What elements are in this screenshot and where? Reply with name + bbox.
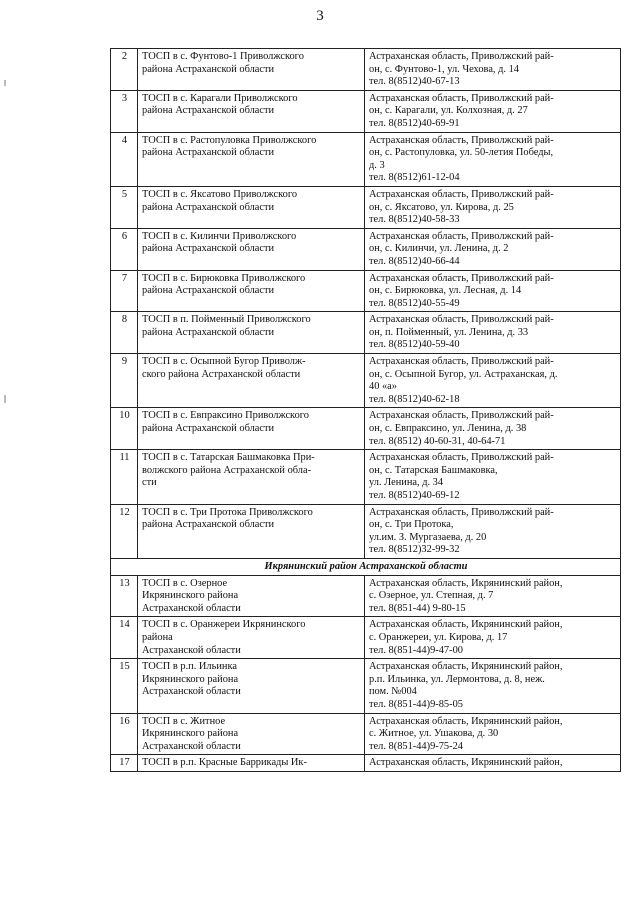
- office-name-line: ТОСП в с. Осыпной Бугор Приволж-: [142, 356, 306, 368]
- address-line: Астраханская область, Приволжский рай-: [369, 188, 554, 200]
- address-line: Астраханская область, Приволжский рай-: [369, 506, 554, 518]
- address-line: Астраханская область, Приволжский рай-: [369, 356, 554, 368]
- office-name-line: района Астраханской области: [142, 285, 275, 297]
- address-line: Астраханская область, Икрянинский район,: [369, 577, 563, 589]
- margin-scan-mark: [4, 395, 6, 403]
- office-name-line: Икрянинского района: [142, 590, 239, 602]
- address-line: Астраханская область, Приволжский рай-: [369, 230, 554, 242]
- address-line: с. Озерное, ул. Степная, д. 7: [369, 590, 494, 602]
- address-line: он, с. Бирюковка, ул. Лесная, д. 14: [369, 285, 522, 297]
- office-name-cell: [138, 659, 365, 713]
- address-line: пом. №004: [369, 686, 417, 698]
- office-name-line: ТОСП в п. Пойменный Приволжского: [142, 314, 311, 326]
- address-cell: [365, 617, 621, 659]
- row-number: 2: [111, 49, 138, 91]
- address-cell: [365, 408, 621, 450]
- address-cell: [365, 132, 621, 186]
- address-line: тел. 8(8512)40-62-18: [369, 393, 460, 405]
- address-line: тел. 8(851-44)9-47-00: [369, 644, 463, 656]
- address-cell: [365, 755, 621, 772]
- row-number: 16: [111, 713, 138, 755]
- table-row: [111, 90, 621, 132]
- address-cell: [365, 354, 621, 408]
- office-name-cell: [138, 270, 365, 312]
- address-line: тел. 8(8512)40-66-44: [369, 255, 460, 267]
- office-name-line: района Астраханской области: [142, 147, 275, 159]
- office-name-line: сти: [142, 477, 157, 489]
- address-line: Астраханская область, Приволжский рай-: [369, 452, 554, 464]
- address-line: он, с. Растопуловка, ул. 50-летия Победы,: [369, 147, 554, 159]
- table-row: [111, 312, 621, 354]
- address-cell: [365, 270, 621, 312]
- office-name-cell: [138, 90, 365, 132]
- address-line: тел. 8(851-44) 9-80-15: [369, 602, 466, 614]
- address-line: тел. 8(8512)40-58-33: [369, 214, 460, 226]
- address-line: Астраханская область, Приволжский рай-: [369, 51, 554, 62]
- office-name-cell: [138, 49, 365, 91]
- office-name-line: ТОСП в с. Карагали Приволжского: [142, 92, 298, 104]
- office-name-line: района Астраханской области: [142, 63, 275, 75]
- office-name-cell: [138, 713, 365, 755]
- region-header: Икрянинский район Астраханской области: [111, 558, 621, 575]
- address-line: Астраханская область, Икрянинский район,: [369, 757, 563, 769]
- address-line: он, с. Яксатово, ул. Кирова, д. 25: [369, 201, 514, 213]
- office-name-line: ТОСП в с. Фунтово-1 Приволжского: [142, 51, 304, 62]
- address-cell: [365, 90, 621, 132]
- registry-table-body: [111, 49, 621, 772]
- table-row: [111, 755, 621, 772]
- row-number: 9: [111, 354, 138, 408]
- address-line: он, с. Осыпной Бугор, ул. Астраханская, д.: [369, 368, 558, 380]
- office-name-cell: [138, 228, 365, 270]
- address-cell: [365, 713, 621, 755]
- office-name-line: Икрянинского района: [142, 728, 239, 740]
- office-name-line: Икрянинского района: [142, 673, 239, 685]
- office-name-line: ТОСП в с. Килинчи Приволжского: [142, 230, 297, 242]
- table-row: [111, 354, 621, 408]
- address-line: тел. 8(8512)61-12-04: [369, 172, 460, 184]
- office-name-line: Астраханской области: [142, 686, 241, 698]
- row-number: 10: [111, 408, 138, 450]
- address-cell: [365, 228, 621, 270]
- row-number: 15: [111, 659, 138, 713]
- address-line: тел. 8(8512)32-99-32: [369, 544, 460, 556]
- office-name-line: района Астраханской области: [142, 423, 275, 435]
- row-number: 4: [111, 132, 138, 186]
- office-name-cell: [138, 575, 365, 617]
- address-cell: [365, 450, 621, 504]
- address-line: тел. 8(8512)40-59-40: [369, 339, 460, 351]
- address-line: тел. 8(8512)40-69-91: [369, 117, 460, 129]
- office-name-line: Астраханской области: [142, 740, 241, 752]
- address-line: Астраханская область, Икрянинский район,: [369, 661, 563, 673]
- registry-table: [110, 48, 621, 772]
- address-line: Астраханская область, Икрянинский район,: [369, 715, 563, 727]
- office-name-cell: [138, 450, 365, 504]
- address-line: он, с. Фунтово-1, ул. Чехова, д. 14: [369, 63, 519, 75]
- office-name-cell: [138, 354, 365, 408]
- table-row: [111, 504, 621, 558]
- address-cell: [365, 186, 621, 228]
- region-header-row: [111, 558, 621, 575]
- office-name-cell: [138, 617, 365, 659]
- office-name-line: Астраханской области: [142, 644, 241, 656]
- address-line: он, с. Евпраксино, ул. Ленина, д. 38: [369, 423, 527, 435]
- office-name-line: ТОСП в с. Житное: [142, 715, 226, 727]
- office-name-line: района Астраханской области: [142, 519, 275, 531]
- office-name-line: района Астраханской области: [142, 105, 275, 117]
- address-line: тел. 8(8512) 40-60-31, 40-64-71: [369, 435, 506, 447]
- address-line: тел. 8(851-44)9-85-05: [369, 698, 463, 710]
- address-line: 40 «а»: [369, 381, 397, 393]
- office-name-cell: [138, 312, 365, 354]
- row-number: 13: [111, 575, 138, 617]
- address-cell: [365, 49, 621, 91]
- address-line: он, с. Татарская Башмаковка,: [369, 464, 498, 476]
- row-number: 6: [111, 228, 138, 270]
- office-name-line: ТОСП в р.п. Красные Баррикады Ик-: [142, 757, 307, 769]
- office-name-line: ТОСП в с. Евпраксино Приволжского: [142, 410, 309, 422]
- row-number: 17: [111, 755, 138, 772]
- table-row: [111, 408, 621, 450]
- row-number: 3: [111, 90, 138, 132]
- table-row: [111, 659, 621, 713]
- address-line: он, с. Килинчи, ул. Ленина, д. 2: [369, 243, 509, 255]
- row-number: 11: [111, 450, 138, 504]
- office-name-line: района Астраханской области: [142, 243, 275, 255]
- office-name-line: волжского района Астраханской обла-: [142, 464, 312, 476]
- address-line: с. Оранжереи, ул. Кирова, д. 17: [369, 631, 508, 643]
- address-line: ул.им. З. Мургазаева, д. 20: [369, 531, 487, 543]
- address-line: он, с. Карагали, ул. Колхозная, д. 27: [369, 105, 528, 117]
- address-cell: [365, 575, 621, 617]
- office-name-line: Астраханской области: [142, 602, 241, 614]
- address-line: Астраханская область, Приволжский рай-: [369, 272, 554, 284]
- address-line: Астраханская область, Приволжский рай-: [369, 92, 554, 104]
- office-name-cell: [138, 504, 365, 558]
- address-line: Астраханская область, Приволжский рай-: [369, 134, 554, 146]
- table-row: [111, 450, 621, 504]
- office-name-cell: [138, 132, 365, 186]
- address-line: он, с. Три Протока,: [369, 519, 454, 531]
- office-name-line: ского района Астраханской области: [142, 368, 301, 380]
- address-line: Астраханская область, Икрянинский район,: [369, 619, 563, 631]
- address-line: он, п. Пойменный, ул. Ленина, д. 33: [369, 326, 529, 338]
- table-row: [111, 713, 621, 755]
- address-cell: [365, 659, 621, 713]
- office-name-line: ТОСП в с. Татарская Башмаковка При-: [142, 452, 315, 464]
- address-line: тел. 8(8512)40-55-49: [369, 297, 460, 309]
- office-name-cell: [138, 186, 365, 228]
- address-line: Астраханская область, Приволжский рай-: [369, 410, 554, 422]
- office-name-line: района Астраханской области: [142, 326, 275, 338]
- row-number: 5: [111, 186, 138, 228]
- address-line: ул. Ленина, д. 34: [369, 477, 444, 489]
- row-number: 8: [111, 312, 138, 354]
- office-name-line: района: [142, 631, 173, 643]
- address-cell: [365, 504, 621, 558]
- office-name-line: ТОСП в с. Озерное: [142, 577, 228, 589]
- table-row: [111, 617, 621, 659]
- address-line: тел. 8(851-44)9-75-24: [369, 740, 463, 752]
- office-name-line: района Астраханской области: [142, 201, 275, 213]
- office-name-line: ТОСП в с. Бирюковка Приволжского: [142, 272, 306, 284]
- office-name-line: ТОСП в р.п. Ильинка: [142, 661, 237, 673]
- page-number: 3: [316, 8, 324, 24]
- address-line: тел. 8(8512)40-67-13: [369, 76, 460, 88]
- address-line: р.п. Ильинка, ул. Лермонтова, д. 8, неж.: [369, 673, 545, 685]
- address-line: д. 3: [369, 159, 385, 171]
- office-name-cell: [138, 408, 365, 450]
- office-name-line: ТОСП в с. Яксатово Приволжского: [142, 188, 298, 200]
- table-row: [111, 270, 621, 312]
- address-line: с. Житное, ул. Ушакова, д. 30: [369, 728, 499, 740]
- row-number: 14: [111, 617, 138, 659]
- table-row: [111, 228, 621, 270]
- office-name-cell: [138, 755, 365, 772]
- table-row: [111, 132, 621, 186]
- office-name-line: ТОСП в с. Три Протока Приволжского: [142, 506, 313, 518]
- office-name-line: ТОСП в с. Растопуловка Приволжского: [142, 134, 317, 146]
- table-row: [111, 186, 621, 228]
- table-row: [111, 575, 621, 617]
- margin-scan-mark: [4, 80, 6, 86]
- row-number: 12: [111, 504, 138, 558]
- address-line: Астраханская область, Приволжский рай-: [369, 314, 554, 326]
- address-cell: [365, 312, 621, 354]
- office-name-line: ТОСП в с. Оранжереи Икрянинского: [142, 619, 306, 631]
- row-number: 7: [111, 270, 138, 312]
- address-line: тел. 8(8512)40-69-12: [369, 490, 460, 501]
- table-row: [111, 49, 621, 91]
